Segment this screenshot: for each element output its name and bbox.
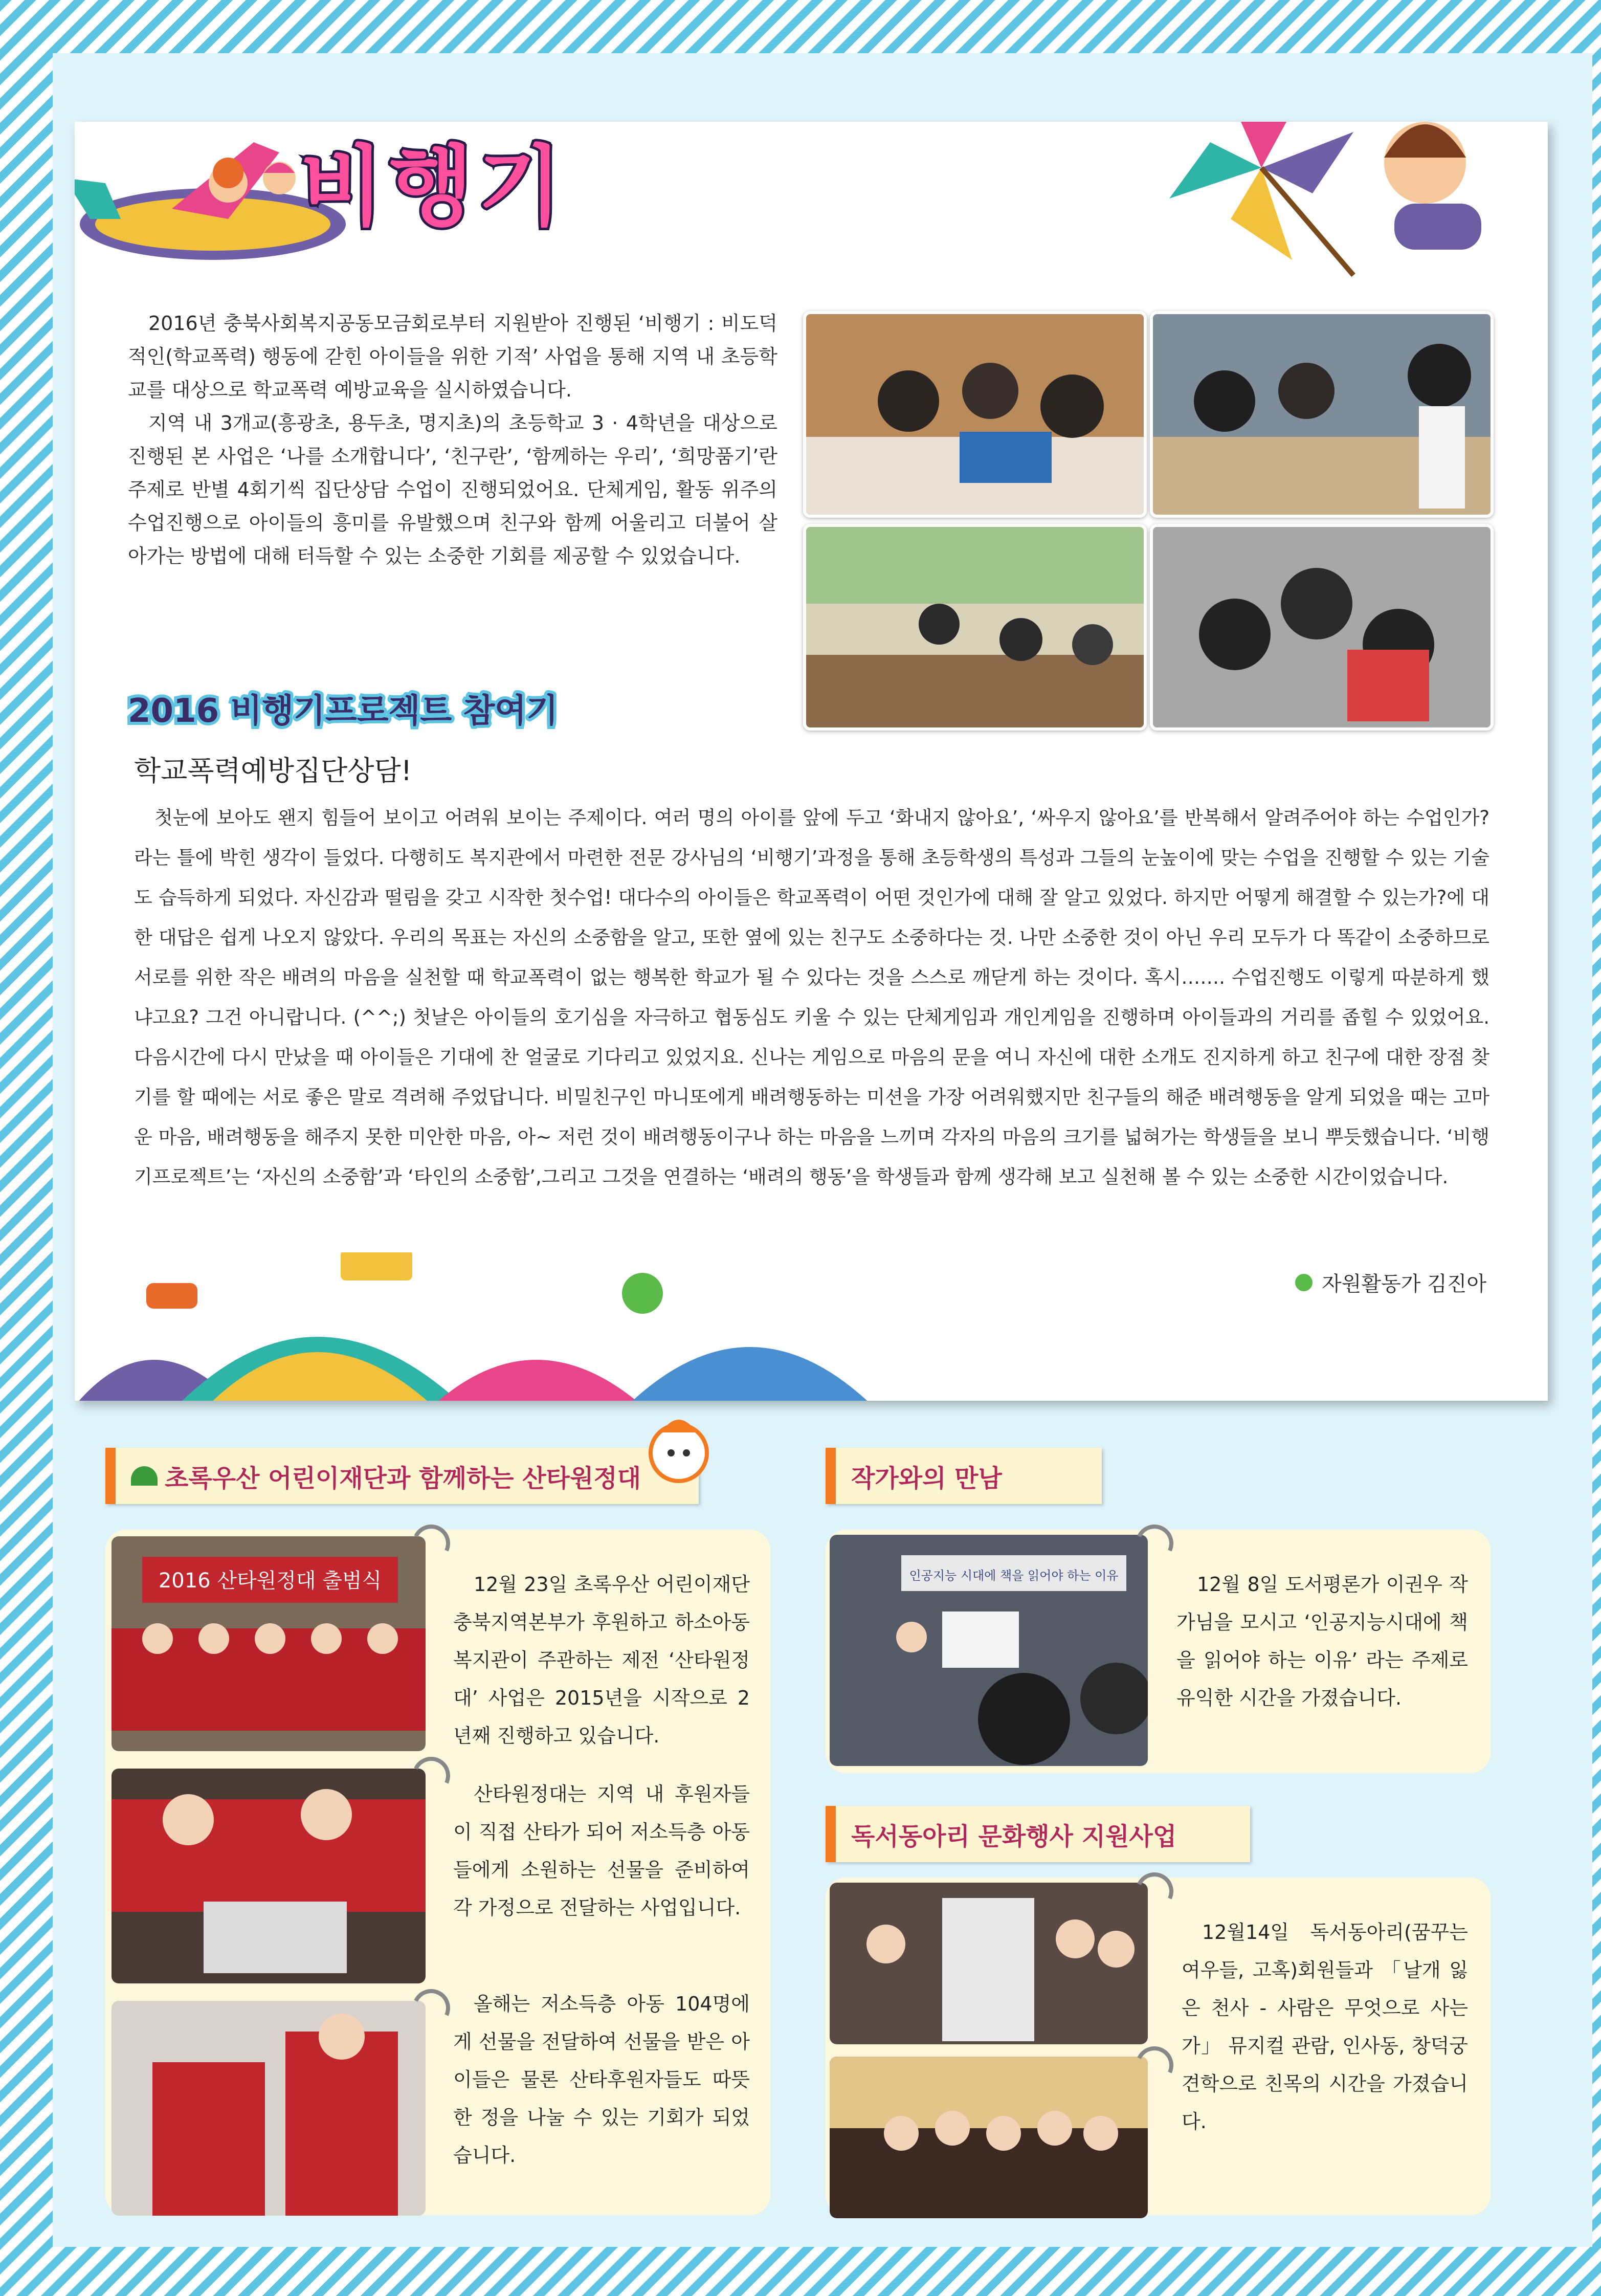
club-heading-tab xyxy=(826,1806,1250,1862)
club-paragraph: 12월14일 독서동아리(꿈꾸는 여우들, 고혹)회원들과 「날개 잃은 천사 - 사람은 무엇으로 사는가」 뮤지컬 관람, 인사동, 창덕궁 견학으로 친목의 시간을 가졌습니다. xyxy=(1182,1921,1468,2133)
intro-paragraph: 2016년 충북사회복지공동모금회로부터 지원받아 진행된 ‘비행기 : 비도덕적인(학교폭력) 행동에 갇힌 아이들을 위한 기적’ 사업을 통해 지역 내 초등학교를 대상으로 학교폭력 예방교육을 실시하였습니다. xyxy=(128,312,777,401)
lecture-banner-text: 인공지능 시대에 책을 읽어야 하는 이유 xyxy=(909,1569,1119,1583)
photo-santa-visit xyxy=(112,2001,426,2216)
pinwheel-blade-3 xyxy=(1231,168,1292,260)
pinwheel-kid-hat xyxy=(1384,124,1466,158)
photo-classroom-drawing xyxy=(803,311,1147,518)
photo-club-group xyxy=(830,2057,1148,2218)
photo-classroom-wide xyxy=(803,524,1147,731)
signature xyxy=(1295,1268,1486,1297)
section-subtitle: 학교폭력예방집단상담! xyxy=(134,755,412,787)
tree xyxy=(622,1273,663,1314)
signature-text: 자원활동가 김진아 xyxy=(1322,1272,1486,1296)
intro-text xyxy=(128,307,777,573)
banner-text: 2016 산타원정대 출범식 xyxy=(158,1569,382,1593)
photo-students-on-floor xyxy=(1150,311,1494,518)
author-text xyxy=(1176,1565,1468,1717)
pilot-kid-hair xyxy=(213,158,243,188)
photo-author-lecture xyxy=(830,1535,1148,1766)
club-text xyxy=(1182,1913,1468,2140)
sprout-icon xyxy=(1295,1274,1313,1291)
santa-heading-tab xyxy=(105,1448,699,1504)
santa-text-2 xyxy=(453,1775,750,1927)
pinwheel-blade-4 xyxy=(1169,142,1261,198)
umbrella-icon xyxy=(131,1466,158,1486)
page-title: 비행기 xyxy=(300,137,567,238)
hill-4 xyxy=(433,1360,642,1401)
santa-text-1 xyxy=(453,1565,750,1755)
school-bus xyxy=(341,1252,412,1281)
club-heading: 독서동아리 문화행사 지원사업 xyxy=(851,1822,1177,1851)
essay-paragraph: 첫눈에 보아도 왠지 힘들어 보이고 어려워 보이는 주제이다. 여러 명의 아이를 앞에 두고 ‘화내지 않아요’, ‘싸우지 않아요’를 반복해서 알려주어야 하는 수업인가? 라는 틀에 박힌 생각이 들었다. 다행히도 복지관에서 마련한 전문 강사님의 ‘비행기’과정을 통해 초등학생의 특성과 그들의 눈높이에 맞는 수업을 진행할 수 있는 기술도 습득하게 되었다. 자신감과 떨림을 갖고 시작한 첫수업! 대다수의 아이들은 학교폭력이 어떤 것인가에 대해 잘 알고 있었다. 하지만 어떻게 해결할 수 있는가?에 대한 대답은 쉽게 나오지 않았다. 우리의 목표는 자신의 소중함을 알고, 또한 옆에 있는 친구도 소중하다는 것. 나만 소중한 것이 아닌 우리 모두가 다 똑같이 소중하므로 서로를 위한 작은 배려의 마음을 실천할 때 학교폭력이 없는 행복한 학교가 될 수 있다는 것을 스스로 깨닫게 하는 것이다. 혹시……. 수업진행도 이렇게 따분하게 했냐고요? 그건 아니랍니다. (^^;) 첫날은 아이들의 호기심을 자극하고 협동심도 키울 수 있는 단체게임과 개인게임을 진행하며 아이들과의 거리를 좁힐 수 있었어요. 다음시간에 다시 만났을 때 아이들은 기대에 찬 얼굴로 기다리고 있었지요. 신나는 게임으로 마음의 문을 여니 자신에 대한 소개도 진지하게 하고 친구에 대한 장점 찾기를 할 때에는 서로 좋은 말로 격려해 주었답니다. 비밀친구인 마니또에게 배려행동하는 미션을 가장 어려워했지만 친구들의 해준 배려행동을 알게 되었을 때는 고마운 마음, 배려행동을 해주지 못한 미안한 마음, 아~ 저런 것이 배려행동이구나 하는 마음을 느끼며 각자의 마음의 크기를 넓혀가는 학생들을 보니 뿌듯했습니다. ‘비행기프로젝트’는 ‘자신의 소중함’과 ‘타인의 소중함’,그리고 그것을 연결하는 ‘배려의 행동’을 학생들과 함께 생각해 보고 실천해 볼 수 있는 소중한 시간이었습니다. xyxy=(134,807,1489,1188)
photo-students-group xyxy=(1150,524,1494,731)
hills-decoration xyxy=(75,1252,893,1401)
essay-body xyxy=(134,798,1489,1197)
author-heading-tab xyxy=(826,1448,1102,1504)
hill-5 xyxy=(627,1347,873,1401)
section-title: 2016 비행기프로젝트 참여기 xyxy=(128,692,558,730)
intro-paragraph: 지역 내 3개교(흥광초, 용두초, 명지초)의 초등학교 3 · 4학년을 대상으로 진행된 본 사업은 ‘나를 소개합니다’, ‘친구란’, ‘함께하는 우리’, ‘희망품기’란 주제로 반별 4회기씩 집단상담 수업이 진행되었어요. 단체게임, 활동 위주의 수업진행으로 아이들의 흥미를 유발했으며 친구와 함께 어울리고 더불어 살아가는 방법에 대해 터득할 수 있는 소중한 기회를 제공할 수 있었습니다. xyxy=(128,412,777,567)
photo-santa-gift-wrapping xyxy=(112,1769,426,1983)
photo-santa-launch-ceremony xyxy=(112,1536,426,1751)
santa-text-3 xyxy=(453,1985,750,2174)
santa-paragraph: 12월 23일 초록우산 어린이재단 충북지역본부가 후원하고 하소아동복지관이 주관하는 제전 ‘산타원정대’ 사업은 2015년을 시작으로 2년째 진행하고 있습니다. xyxy=(453,1573,750,1747)
mascot-icon xyxy=(646,1412,712,1499)
author-heading: 작가와의 만남 xyxy=(851,1464,1002,1493)
photo-club-musical xyxy=(830,1883,1148,2044)
author-paragraph: 12월 8일 도서평론가 이권우 작가님을 모시고 ‘인공지능시대에 책을 읽어야 하는 이유’ 라는 주제로 유익한 시간을 가졌습니다. xyxy=(1176,1573,1468,1709)
feature-card xyxy=(75,122,1548,1401)
santa-paragraph: 산타원정대는 지역 내 후원자들이 직접 산타가 되어 저소득층 아동들에게 소원하는 선물을 준비하여 각 가정으로 전달하는 사업입니다. xyxy=(453,1783,750,1919)
pinwheel-kid-body xyxy=(1394,204,1481,250)
santa-paragraph: 올해는 저소득층 아동 104명에게 선물을 전달하여 선물을 받은 아이들은 물론 산타후원자들도 따뜻한 정을 나눌 수 있는 기회가 되었습니다. xyxy=(453,1993,750,2167)
car xyxy=(146,1283,197,1309)
pinwheel-illustration xyxy=(1159,122,1517,321)
santa-heading: 초록우산 어린이재단과 함께하는 산타원정대 xyxy=(165,1464,641,1493)
airplane-tail xyxy=(75,178,121,219)
